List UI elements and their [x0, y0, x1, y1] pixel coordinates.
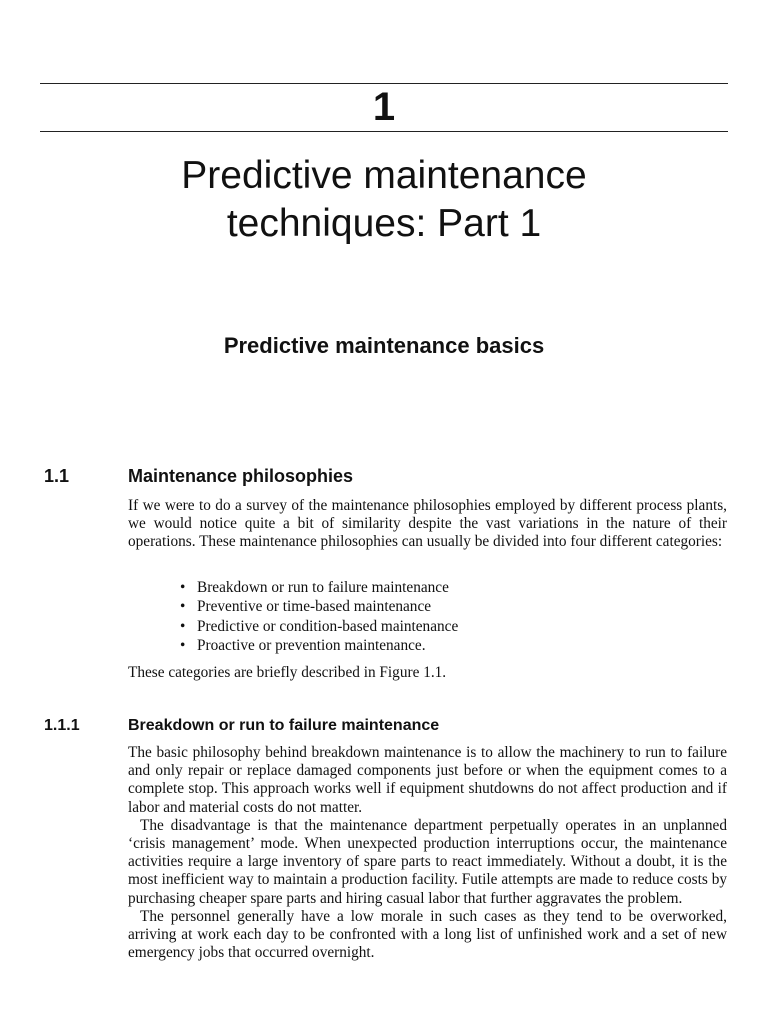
category-list — [180, 578, 458, 655]
bullet-icon: • — [180, 636, 186, 654]
body-paragraph: The basic philosophy behind breakdown maintenance is to allow the machinery to run to failure and only repair or replace damaged components just before or when the equipment comes to a complete stop. This approach works well if equipment shutdowns do not affect production and if labor and material costs do not matter. — [128, 744, 727, 816]
section-number: 1.1 — [44, 466, 70, 486]
figure-reference — [128, 664, 727, 682]
chapter-title — [0, 152, 768, 248]
section-title: Maintenance philosophies — [128, 466, 354, 486]
figure-reference-text: These categories are briefly described in Figure 1.1. — [128, 664, 447, 681]
list-item-text: Predictive or condition-based maintenance — [197, 617, 459, 635]
list-item-text: Proactive or prevention maintenance. — [197, 636, 426, 654]
chapter-title-line-2: techniques: Part 1 — [226, 202, 542, 245]
list-item-text: Breakdown or run to failure maintenance — [197, 579, 449, 596]
body-paragraph: The disadvantage is that the maintenance department perpetually operates in an unplanned ‘crisis management’ mode. When unexpected production interruptions occur, the maintenance activities require a large inventory of spare parts to react immediately. Without a doubt, it is the most inefficient way to maintain a production facility. Futile attempts are made to reduce costs by purchasing cheaper spare parts and hiring casual labor that further aggravates the problem. — [128, 816, 727, 907]
intro-paragraph: If we were to do a survey of the maintenance philosophies employed by different process plants, we would notice quite a bit of similarity despite the vast variations in the nature of their operations. These maintenance philosophies can usually be divided into four different categories: — [128, 497, 727, 551]
list-item-text: Preventive or time-based maintenance — [197, 598, 432, 616]
bullet-icon: • — [180, 617, 186, 635]
body-paragraph: The personnel generally have a low morale in such cases as they tend to be overworked, arriving at work each day to be confronted with a long list of unfinished work and a set of new emergency jobs that occurred overnight. — [128, 907, 727, 962]
list-item — [180, 597, 458, 616]
bullet-icon: • — [180, 579, 186, 596]
chapter-subtitle: Predictive maintenance basics — [223, 333, 545, 358]
section-intro — [128, 497, 727, 552]
list-item — [180, 578, 458, 597]
subsection-number: 1.1.1 — [44, 717, 80, 734]
chapter-title-line-1: Predictive maintenance — [181, 154, 587, 197]
chapter-number: 1 — [372, 85, 396, 129]
subsection-title: Breakdown or run to failure maintenance — [128, 717, 440, 734]
bullet-icon: • — [180, 598, 186, 616]
subsection-body — [128, 744, 727, 962]
list-item — [180, 636, 458, 655]
bottom-rule — [40, 131, 728, 132]
list-item — [180, 617, 458, 636]
